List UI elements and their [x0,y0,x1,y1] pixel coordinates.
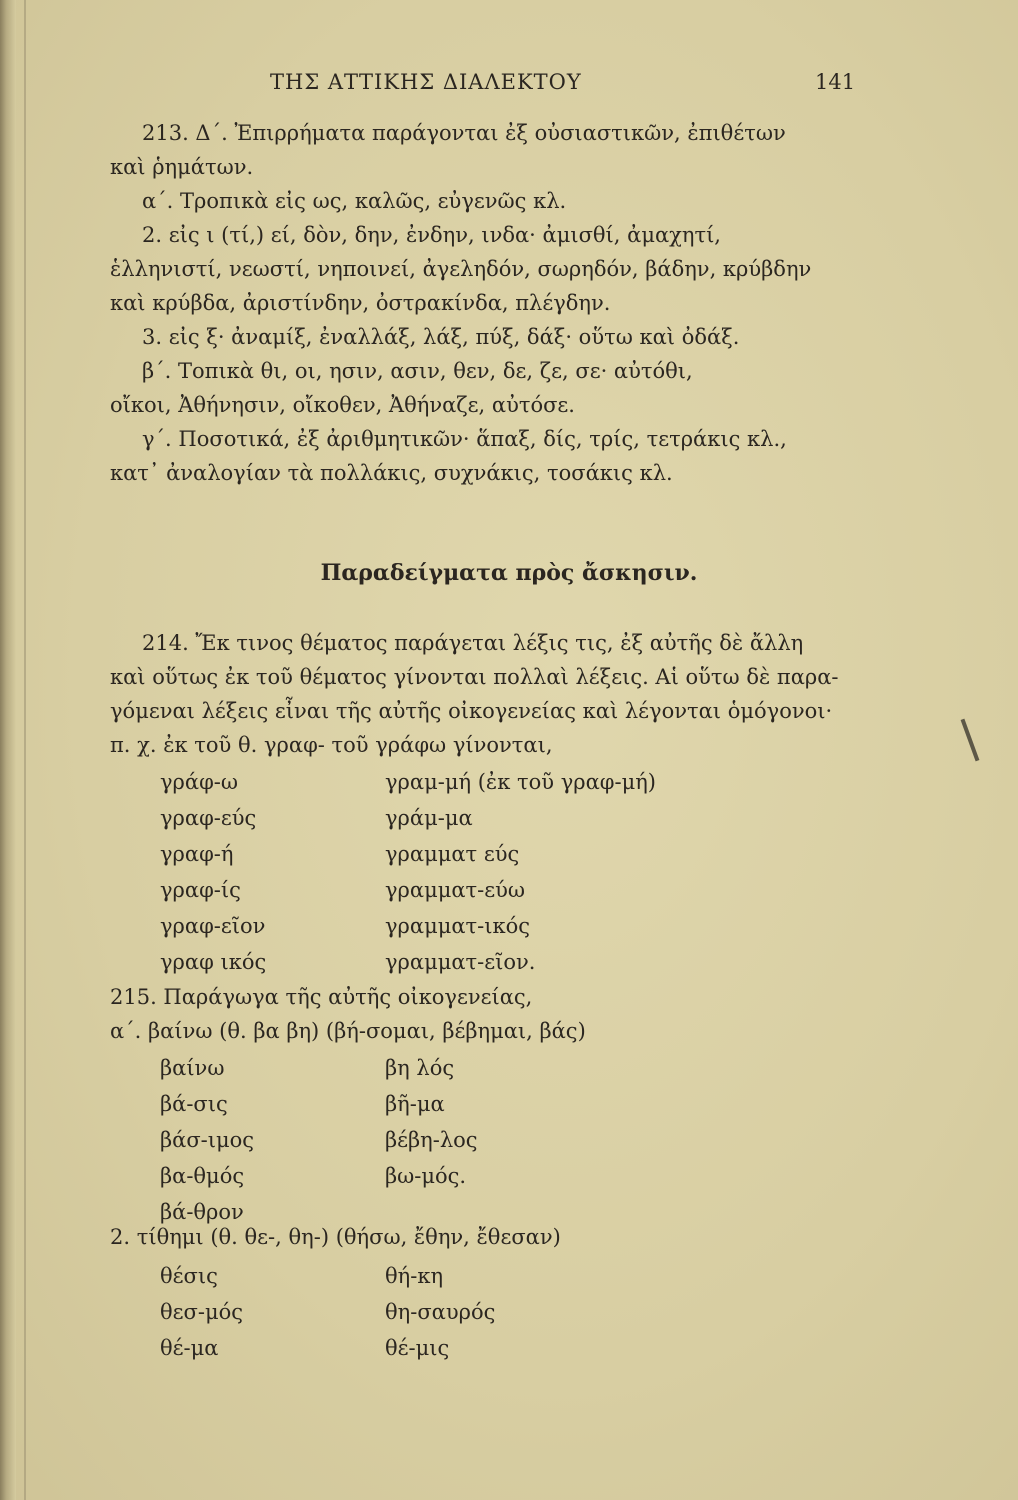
word-form: γραφ-εῖον [160,914,266,938]
word-form: βά-θρον [160,1200,244,1224]
paragraph-214 [110,626,870,762]
text-line: οἴκοι, Ἀθήνησιν, οἴκοθεν, Ἀθήναζε, αὐτόσε. [110,393,575,417]
text-line: π. χ. ἐκ τοῦ θ. γραφ- τοῦ γράφω γίνονται, [110,733,553,757]
word-form: γραφ-εύς [160,806,257,830]
word-form: βάσ-ιμος [160,1128,255,1152]
word-form: γραφ-ίς [160,878,241,902]
tith-left-column [160,1258,243,1366]
word-form: γράφ-ω [160,770,239,794]
text-line: α΄. Τροπικὰ εἰς ως, καλῶς, εὐγενῶς κλ. [142,189,567,213]
word-form: βη λός [385,1056,455,1080]
tith-right-column [385,1258,495,1366]
word-form: βέβη-λος [385,1128,478,1152]
word-form: θέσις [160,1264,218,1288]
text-line: 2. τίθημι (θ. θε-, θη-) (θήσω, ἔθην, ἔθεσαν) [110,1225,561,1249]
text-line: 214. Ἔκ τινος θέματος παράγεται λέξις τις, ἐξ αὐτῆς δὲ ἄλλη [142,631,804,655]
word-form: θέ-μα [160,1336,219,1360]
text-line: 3. εἰς ξ· ἀναμίξ, ἐναλλάξ, λάξ, πύξ, δάξ· οὕτω καὶ ὀδάξ. [142,325,740,349]
paragraph-213 [110,116,870,490]
text-line: κατ᾽ ἀναλογίαν τὰ πολλάκις, συχνάκις, τοσάκις κλ. [110,461,673,485]
word-form: γραμματ-εῖον. [385,950,536,974]
text-line: 213. Δ΄. Ἐπιρρήματα παράγονται ἐξ οὐσιαστικῶν, ἐπιθέτων [142,121,786,145]
word-form: γραμματ-ικός [385,914,531,938]
binding-line [24,0,26,1500]
page-header [0,70,1018,100]
word-form: γραφ ικός [160,950,267,974]
word-form: γραφ-ή [160,842,234,866]
paragraph-215 [110,980,870,1048]
text-line: ἑλληνιστί, νεωστί, νηποινεί, ἀγεληδόν, σωρηδόν, βάδην, κρύβδην [110,257,812,281]
bain-right-column [385,1050,478,1194]
text-line: γόμεναι λέξεις εἶναι τῆς αὐτῆς οἰκογενείας καὶ λέγονται ὁμόγονοι· [110,699,833,723]
word-form: βαίνω [160,1056,225,1080]
word-form: θέ-μις [385,1336,450,1360]
page-number: 141 [815,70,856,94]
graph-right-column [385,764,656,980]
word-form: βα-θμός [160,1164,245,1188]
word-form: θεσ-μός [160,1300,244,1324]
word-form: γραμματ εύς [385,842,520,866]
word-form: γραμματ-εύω [385,878,526,902]
bain-left-column [160,1050,254,1230]
graph-left-column [160,764,266,980]
text-line: καὶ κρύβδα, ἀριστίνδην, ὀστρακίνδα, πλέγδην. [110,291,611,315]
text-line: 2. εἰς ι (τί,) εί, δὸν, δην, ἐνδην, ινδα· ἀμισθί, ἀμαχητί, [142,223,721,247]
tithemi-line-wrap [110,1220,870,1254]
text-line: β΄. Τοπικὰ θι, οι, ησιν, ασιν, θεν, δε, ζε, σε· αὐτόθι, [142,359,693,383]
binding-edge [0,0,16,1500]
word-form: θη-σαυρός [385,1300,496,1324]
word-form: γράμ-μα [385,806,473,830]
word-form: βῆ-μα [385,1092,445,1116]
word-form: βω-μός. [385,1164,467,1188]
text-line: α΄. βαίνω (θ. βα βη) (βή-σομαι, βέβημαι, βάς) [110,1019,586,1043]
margin-pencil-mark [961,719,980,762]
text-line: 215. Παράγωγα τῆς αὐτῆς οἰκογενείας, [110,985,533,1009]
section-heading: Παραδείγματα πρὸς ἄσκησιν. [320,560,698,586]
running-head: ΤΗΣ ΑΤΤΙΚΗΣ ΔΙΑΛΕΚΤΟΥ [270,70,582,94]
word-form: βά-σις [160,1092,228,1116]
text-line: καὶ οὕτως ἐκ τοῦ θέματος γίνονται πολλαὶ λέξεις. Αἱ οὕτω δὲ παρα- [110,665,839,689]
text-line: καὶ ῥημάτων. [110,155,254,179]
text-line: γ΄. Ποσοτικά, ἐξ ἀριθμητικῶν· ἅπαξ, δίς, τρίς, τετράκις κλ., [142,427,787,451]
word-form: θή-κη [385,1264,444,1288]
word-form: γραμ-μή (ἐκ τοῦ γραφ-μή) [385,770,656,794]
